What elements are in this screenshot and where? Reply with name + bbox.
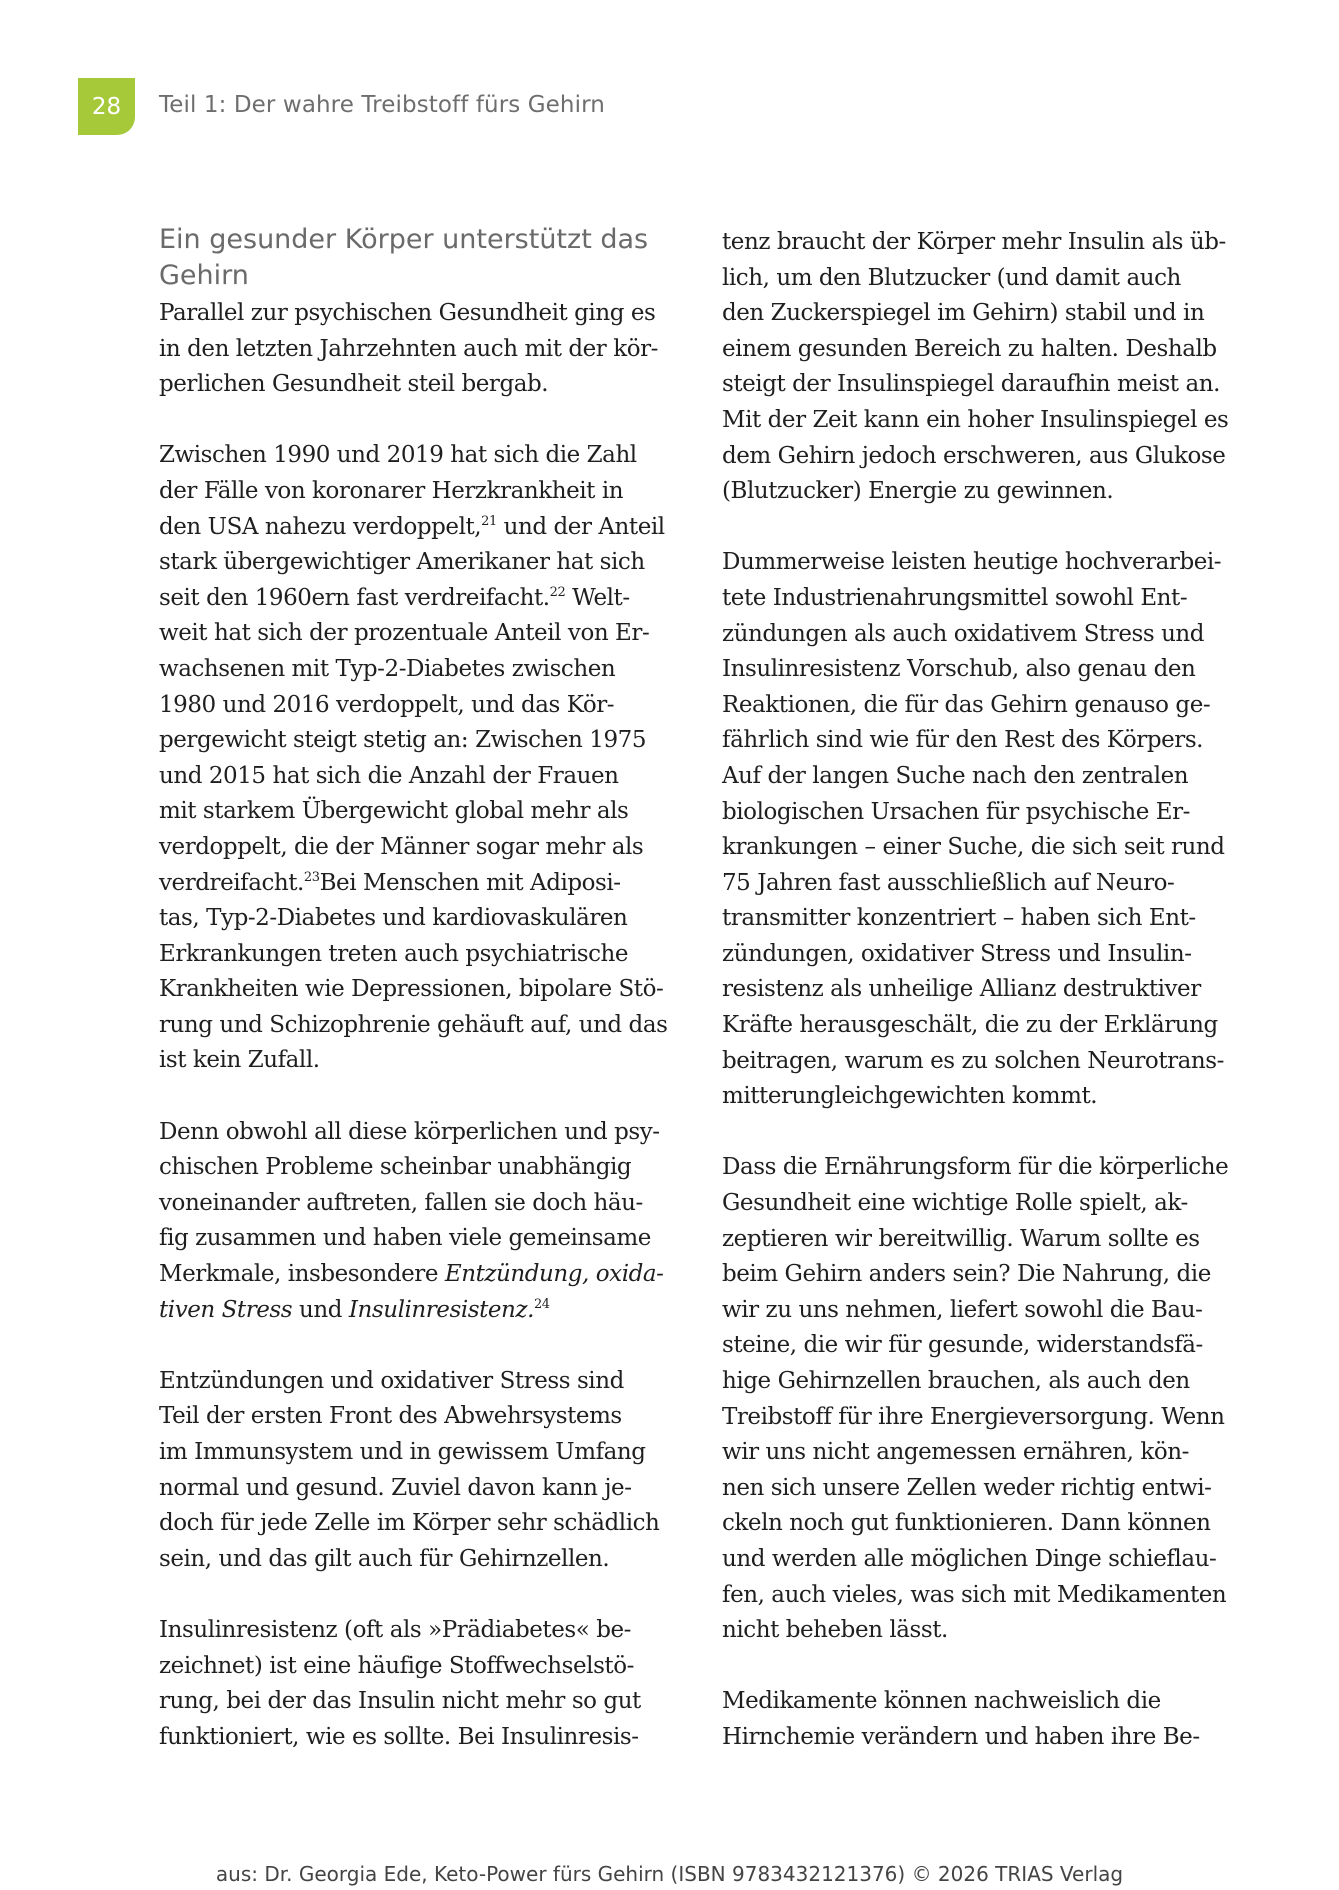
paragraph	[159, 1115, 681, 1329]
text-line: funktioniert, wie es sollte. Bei Insulinresis-	[159, 1723, 639, 1750]
text-segment: und	[292, 1296, 349, 1323]
text-line: rung, bei der das Insulin nicht mehr so gut	[159, 1688, 641, 1715]
text-line: Dass die Ernährungsform für die körperliche	[722, 1154, 1229, 1181]
page-number: 28	[91, 93, 122, 120]
paragraph	[159, 1613, 681, 1755]
text-line: und 2015 hat sich die Anzahl der Frauen	[159, 762, 619, 789]
text-line: zündungen, oxidativer Stress und Insulin-	[722, 940, 1192, 967]
text-line: beitragen, warum es zu solchen Neurotrans-	[722, 1047, 1224, 1074]
text-line: weit hat sich der prozentuale Anteil von Er-	[159, 620, 650, 647]
page-number-badge	[78, 78, 135, 135]
text-line: resistenz als unheilige Allianz destruktiver	[722, 976, 1201, 1003]
text-line: zündungen als auch oxidativem Stress und	[722, 620, 1205, 647]
text-line: normal und gesund. Zuviel davon kann je-	[159, 1474, 632, 1501]
text-line: wachsenen mit Typ-2-Diabetes zwischen	[159, 655, 616, 682]
text-line: tenz braucht der Körper mehr Insulin als üb-	[722, 229, 1226, 255]
text-line: beim Gehirn anders sein? Die Nahrung, die	[722, 1261, 1211, 1288]
text-line: in den letzten Jahrzehnten auch mit der kör-	[159, 335, 658, 362]
text-line: doch für jede Zelle im Körper sehr schädlich	[159, 1510, 660, 1537]
text-segment: Bei Menschen mit Adiposi-	[319, 869, 621, 896]
text-line: krankungen – einer Suche, die sich seit rund	[722, 834, 1225, 861]
text-line: den Zuckerspiegel im Gehirn) stabil und in	[722, 300, 1205, 327]
text-line: Entzündungen und oxidativer Stress sind	[159, 1367, 624, 1394]
text-line: Zwischen 1990 und 2019 hat sich die Zahl	[159, 442, 637, 469]
paragraph	[722, 1684, 1244, 1755]
text-line: pergewicht steigt stetig an: Zwischen 1975	[159, 727, 647, 754]
text-line: stark übergewichtiger Amerikaner hat sich	[159, 549, 645, 576]
subheading-line: Gehirn	[159, 260, 249, 291]
footnote-ref-21: 21	[481, 513, 497, 529]
footnote-ref-24: 24	[533, 1296, 550, 1312]
text-line: einem gesunden Bereich zu halten. Deshalb	[722, 335, 1217, 362]
text-line: Reaktionen, die für das Gehirn genauso ge-	[722, 691, 1211, 718]
text-segment: verdreifacht.	[159, 869, 304, 896]
text-line: steine, die wir für gesunde, widerstandsfä-	[722, 1332, 1203, 1359]
text-line: tas, Typ-2-Diabetes und kardiovaskulären	[159, 905, 628, 932]
text-line: mitterungleichgewichten kommt.	[722, 1083, 1098, 1110]
text-line: transmitter konzentriert – haben sich Ent-	[722, 905, 1196, 932]
text-line: Hirnchemie verändern und haben ihre Be-	[722, 1723, 1200, 1750]
text-line: zeptieren wir bereitwillig. Warum sollte es	[722, 1225, 1200, 1252]
text-line: fig zusammen und haben viele gemeinsame	[159, 1225, 651, 1252]
text-line: steigt der Insulinspiegel daraufhin meist an.	[722, 371, 1220, 398]
text-line: dem Gehirn jedoch erschweren, aus Glukose	[722, 442, 1226, 469]
text-line: Mit der Zeit kann ein hoher Insulinspiegel es	[722, 406, 1229, 433]
emphasis: tiven Stress	[159, 1296, 293, 1323]
text-line: Insulinresistenz (oft als »Prädiabetes« be-	[159, 1616, 631, 1643]
text-line: mit starkem Übergewicht global mehr als	[159, 798, 629, 825]
text-line: zeichnet) ist eine häufige Stoffwechselstö-	[159, 1652, 634, 1679]
text-line: Medikamente können nachweislich die	[722, 1688, 1161, 1715]
text-line: rung und Schizophrenie gehäuft auf, und das	[159, 1011, 668, 1038]
text-line: der Fälle von koronarer Herzkrankheit in	[159, 477, 624, 504]
text-line	[159, 866, 681, 902]
text-line: wir uns nicht angemessen ernähren, kön-	[722, 1439, 1189, 1466]
text-segment: seit den 1960ern fast verdreifacht.	[159, 584, 550, 611]
text-line: Gesundheit eine wichtige Rolle spielt, ak-	[722, 1190, 1188, 1217]
text-line: 1980 und 2016 verdoppelt, und das Kör-	[159, 691, 615, 718]
text-line: ist kein Zufall.	[159, 1047, 320, 1074]
text-line: Kräfte herausgeschält, die zu der Erklärung	[722, 1012, 1218, 1039]
source-footer: aus: Dr. Georgia Ede, Keto-Power fürs Gehirn (ISBN 9783432121376) © 2026 TRIAS Verlag	[215, 1862, 1124, 1886]
text-line: tete Industrienahrungsmittel sowohl Ent-	[722, 584, 1188, 611]
text-line: perlichen Gesundheit steil bergab.	[159, 371, 549, 398]
text-line: und werden alle möglichen Dinge schieflau-	[722, 1545, 1217, 1572]
text-line: im Immunsystem und in gewissem Umfang	[159, 1439, 646, 1465]
text-segment: Welt-	[565, 584, 630, 611]
text-line: voneinander auftreten, fallen sie doch häu-	[159, 1189, 643, 1216]
text-line: Dummerweise leisten heutige hochverarbei-	[722, 549, 1222, 576]
text-line: fährlich sind wie für den Rest des Körpers.	[722, 727, 1204, 754]
text-line: wir zu uns nehmen, liefert sowohl die Bau-	[722, 1296, 1203, 1323]
text-line: nicht beheben lässt.	[722, 1617, 948, 1644]
text-line: 75 Jahren fast ausschließlich auf Neuro-	[722, 869, 1175, 896]
paragraph	[159, 1364, 681, 1578]
emphasis: Insulinresistenz.	[348, 1296, 534, 1323]
running-title: Teil 1: Der wahre Treibstoff fürs Gehirn	[159, 92, 605, 118]
paragraph	[159, 438, 681, 1079]
text-line: (Blutzucker) Energie zu gewinnen.	[722, 478, 1114, 505]
text-line: sein, und das gilt auch für Gehirnzellen.	[159, 1545, 610, 1572]
subheading-line: Ein gesunder Körper unterstützt das	[159, 224, 649, 255]
text-line: Insulinresistenz Vorschub, also genau den	[722, 656, 1196, 683]
paragraph	[722, 225, 1244, 510]
text-segment: Merkmale, insbesondere	[159, 1261, 445, 1288]
text-line: verdoppelt, die der Männer sogar mehr als	[159, 833, 644, 860]
paragraph	[722, 1150, 1244, 1648]
text-line	[159, 1257, 681, 1293]
text-line	[159, 581, 681, 617]
text-segment: den USA nahezu verdoppelt,	[159, 513, 482, 540]
emphasis: Entzündung, oxida-	[444, 1261, 664, 1288]
text-line: Parallel zur psychischen Gesundheit ging es	[159, 300, 656, 326]
text-line: hige Gehirnzellen brauchen, als auch den	[722, 1368, 1190, 1394]
text-line: Auf der langen Suche nach den zentralen	[722, 762, 1189, 789]
paragraph	[722, 545, 1244, 1115]
right-column	[722, 225, 1244, 1756]
text-line	[159, 1293, 681, 1329]
text-line: Krankheiten wie Depressionen, bipolare Stö-	[159, 976, 664, 1003]
text-line: ckeln noch gut funktionieren. Dann können	[722, 1510, 1211, 1537]
footnote-ref-22: 22	[549, 584, 566, 600]
text-line: Treibstoff für ihre Energieversorgung. Wenn	[722, 1403, 1225, 1430]
footnote-ref-23: 23	[303, 869, 320, 885]
text-line: nen sich unsere Zellen weder richtig entwi-	[722, 1474, 1212, 1501]
text-line: biologischen Ursachen für psychische Er-	[722, 798, 1190, 825]
text-line: Teil der ersten Front des Abwehrsystems	[159, 1403, 622, 1430]
text-line: Erkrankungen treten auch psychiatrische	[159, 940, 629, 967]
paragraph	[159, 296, 681, 403]
section-subheading	[159, 222, 681, 294]
text-line	[159, 510, 681, 546]
text-segment: und der Anteil	[496, 513, 665, 540]
text-line: chischen Probleme scheinbar unabhängig	[159, 1154, 632, 1181]
text-line: fen, auch vieles, was sich mit Medikamenten	[722, 1581, 1227, 1608]
text-line: lich, um den Blutzucker (und damit auch	[722, 264, 1181, 291]
left-column	[159, 222, 681, 1755]
text-line: Denn obwohl all diese körperlichen und psy-	[159, 1118, 660, 1145]
